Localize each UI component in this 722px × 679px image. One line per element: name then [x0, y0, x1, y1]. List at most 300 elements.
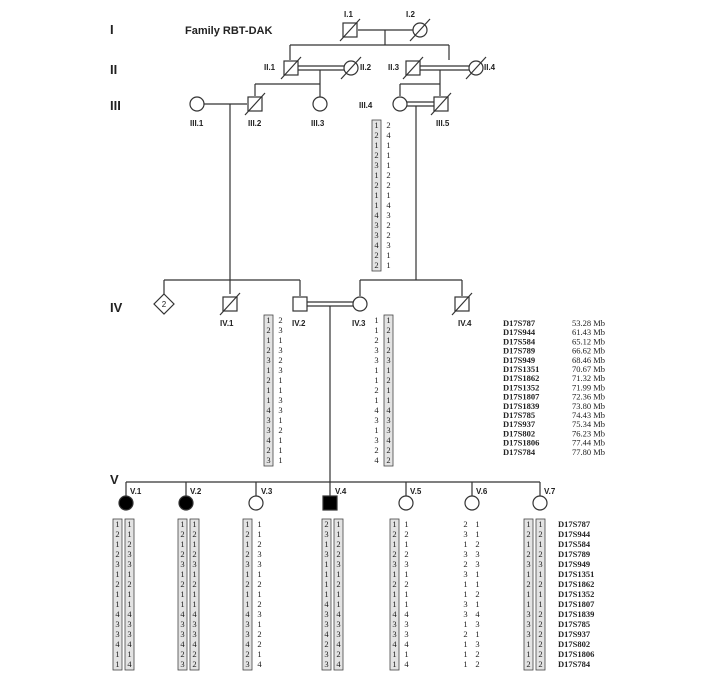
haplotype-columns — [113, 120, 545, 670]
marker-position: 72.36 Mb — [572, 391, 606, 402]
marker-position: 73.80 Mb — [572, 400, 606, 411]
marker-name: D17S802 — [558, 639, 591, 649]
allele-value: 4 — [245, 639, 250, 649]
allele-value: 3 — [404, 559, 409, 569]
allele-value: 1 — [475, 569, 480, 579]
marker-name: D17S937 — [558, 629, 591, 639]
allele-value: 3 — [324, 649, 329, 659]
allele-value: 2 — [475, 539, 480, 549]
allele-value: 1 — [392, 519, 397, 529]
allele-value: 3 — [278, 395, 283, 405]
allele-value: 1 — [336, 529, 341, 539]
allele-value: 4 — [392, 609, 397, 619]
allele-value: 1 — [278, 385, 283, 395]
allele-value: 2 — [386, 120, 391, 130]
marker-position: 61.43 Mb — [572, 327, 606, 338]
allele-value: 1 — [245, 519, 250, 529]
allele-value: 4 — [115, 609, 120, 619]
allele-value: 2 — [245, 649, 250, 659]
allele-value: 2 — [180, 649, 185, 659]
allele-value: 2 — [192, 649, 197, 659]
allele-value: 3 — [526, 609, 531, 619]
allele-value: 3 — [463, 569, 468, 579]
allele-value: 4 — [115, 639, 120, 649]
allele-value: 2 — [526, 549, 531, 559]
individual-label: IV.3 — [352, 319, 366, 328]
allele-value: 4 — [266, 435, 271, 445]
marker-name: D17S1806 — [503, 437, 540, 448]
allele-value: 1 — [245, 539, 250, 549]
allele-value: 1 — [257, 649, 262, 659]
allele-value: 1 — [192, 599, 197, 609]
allele-value: 3 — [374, 435, 379, 445]
allele-value: 1 — [463, 589, 468, 599]
allele-value: 1 — [538, 519, 543, 529]
allele-value: 2 — [127, 539, 132, 549]
allele-value: 4 — [192, 639, 197, 649]
allele-value: 2 — [538, 629, 543, 639]
allele-value: 2 — [374, 250, 379, 260]
allele-value: 1 — [386, 160, 391, 170]
allele-value: 1 — [392, 649, 397, 659]
individual-label: V.7 — [544, 487, 556, 496]
allele-value: 2 — [475, 659, 480, 669]
allele-value: 3 — [392, 629, 397, 639]
allele-value: 1 — [127, 529, 132, 539]
individual-label: III.4 — [359, 101, 373, 110]
allele-value: 1 — [257, 569, 262, 579]
pedigree-symbols — [119, 19, 547, 510]
allele-value: 3 — [180, 619, 185, 629]
allele-value: 3 — [526, 559, 531, 569]
allele-value: 1 — [245, 599, 250, 609]
marker-name: D17S784 — [503, 446, 536, 457]
individual-label: II.4 — [484, 63, 496, 72]
allele-value: 2 — [386, 445, 391, 455]
allele-value: 3 — [278, 345, 283, 355]
allele-value: 3 — [386, 210, 391, 220]
allele-value: 1 — [278, 455, 283, 465]
allele-value: 1 — [526, 519, 531, 529]
allele-value: 1 — [463, 649, 468, 659]
allele-value: 2 — [392, 529, 397, 539]
allele-value: 4 — [180, 639, 185, 649]
allele-value: 4 — [374, 240, 379, 250]
allele-value: 2 — [192, 529, 197, 539]
allele-value: 2 — [266, 375, 271, 385]
allele-value: 3 — [374, 415, 379, 425]
individual-label: II.3 — [388, 63, 400, 72]
marker-name: D17S949 — [558, 559, 591, 569]
family-title: Family RBT-DAK — [185, 25, 273, 37]
allele-value: 2 — [392, 579, 397, 589]
allele-value: 3 — [266, 425, 271, 435]
allele-value: 2 — [374, 150, 379, 160]
allele-value: 1 — [115, 589, 120, 599]
allele-value: 1 — [404, 649, 409, 659]
allele-value: 4 — [374, 405, 379, 415]
allele-value: 2 — [278, 425, 283, 435]
allele-value: 3 — [245, 659, 250, 669]
allele-value: 1 — [115, 659, 120, 669]
allele-value: 4 — [180, 609, 185, 619]
female-symbol — [399, 496, 413, 510]
allele-value: 1 — [266, 395, 271, 405]
affected-female-symbol — [179, 496, 193, 510]
allele-value: 3 — [245, 619, 250, 629]
allele-value: 1 — [278, 335, 283, 345]
allele-value: 3 — [475, 559, 480, 569]
marker-name: D17S1807 — [558, 599, 595, 609]
allele-value: 3 — [324, 549, 329, 559]
marker-name: D17S785 — [558, 619, 591, 629]
allele-value: 1 — [374, 200, 379, 210]
allele-value: 1 — [475, 519, 480, 529]
allele-value: 3 — [475, 639, 480, 649]
allele-value: 2 — [374, 385, 379, 395]
allele-value: 2 — [266, 345, 271, 355]
allele-value: 1 — [526, 639, 531, 649]
allele-value: 2 — [386, 170, 391, 180]
allele-value: 2 — [463, 559, 468, 569]
allele-value: 1 — [266, 315, 271, 325]
allele-value: 2 — [404, 529, 409, 539]
allele-value: 1 — [475, 629, 480, 639]
allele-value: 3 — [278, 405, 283, 415]
marker-name: D17S787 — [558, 519, 591, 529]
allele-value: 1 — [374, 395, 379, 405]
allele-value: 4 — [257, 659, 262, 669]
allele-value: 3 — [115, 619, 120, 629]
generation-label-3: III — [110, 98, 121, 113]
allele-value: 4 — [392, 639, 397, 649]
marker-name: D17S785 — [503, 410, 536, 420]
affected-male-symbol — [323, 496, 337, 510]
allele-value: 1 — [526, 589, 531, 599]
affected-female-symbol — [119, 496, 133, 510]
allele-value: 3 — [324, 619, 329, 629]
allele-value: 1 — [374, 120, 379, 130]
female-symbol — [393, 97, 407, 111]
allele-value: 2 — [386, 455, 391, 465]
marker-position: 71.32 Mb — [572, 373, 606, 384]
allele-value: 1 — [127, 589, 132, 599]
allele-value: 2 — [526, 579, 531, 589]
allele-value: 3 — [374, 160, 379, 170]
allele-value: 1 — [324, 589, 329, 599]
allele-value: 3 — [336, 559, 341, 569]
allele-value: 4 — [336, 659, 341, 669]
allele-value: 4 — [404, 639, 409, 649]
generation-label-2: II — [110, 62, 118, 77]
allele-value: 1 — [257, 589, 262, 599]
allele-value: 2 — [386, 180, 391, 190]
marker-name: D17S1862 — [503, 373, 540, 384]
marker-name: D17S802 — [503, 428, 536, 439]
allele-value: 4 — [404, 609, 409, 619]
allele-value: 3 — [257, 559, 262, 569]
allele-value: 1 — [257, 529, 262, 539]
allele-value: 2 — [538, 619, 543, 629]
marker-name: D17S1352 — [503, 382, 540, 393]
allele-value: 3 — [115, 629, 120, 639]
allele-value: 2 — [180, 549, 185, 559]
allele-value: 1 — [386, 150, 391, 160]
allele-value: 2 — [245, 579, 250, 589]
allele-value: 1 — [324, 539, 329, 549]
allele-value: 3 — [278, 365, 283, 375]
allele-value: 2 — [526, 529, 531, 539]
allele-value: 1 — [336, 589, 341, 599]
allele-value: 1 — [386, 395, 391, 405]
allele-value: 1 — [526, 539, 531, 549]
allele-value: 1 — [324, 559, 329, 569]
allele-value: 2 — [245, 529, 250, 539]
allele-value: 1 — [266, 335, 271, 345]
allele-value: 4 — [374, 455, 379, 465]
allele-value: 1 — [404, 569, 409, 579]
marker-name: D17S787 — [503, 318, 536, 328]
allele-value: 2 — [374, 445, 379, 455]
generation-label-4: IV — [110, 300, 123, 315]
individual-label: II.1 — [264, 63, 276, 72]
marker-name: D17S1807 — [503, 391, 540, 402]
allele-value: 1 — [245, 589, 250, 599]
allele-value: 2 — [336, 539, 341, 549]
allele-value: 3 — [386, 415, 391, 425]
marker-name: D17S784 — [558, 659, 591, 669]
allele-value: 2 — [538, 639, 543, 649]
allele-value: 3 — [336, 629, 341, 639]
marker-position: 76.23 Mb — [572, 428, 606, 439]
allele-value: 3 — [374, 220, 379, 230]
individual-label: IV.1 — [220, 319, 234, 328]
marker-name: D17S1862 — [558, 579, 595, 589]
individual-label: III.1 — [190, 119, 204, 128]
allele-value: 4 — [127, 609, 132, 619]
marker-position: 75.34 Mb — [572, 419, 606, 430]
allele-value: 2 — [463, 629, 468, 639]
allele-value: 1 — [526, 649, 531, 659]
allele-value: 4 — [192, 609, 197, 619]
allele-value: 1 — [192, 539, 197, 549]
allele-value: 2 — [180, 529, 185, 539]
allele-value: 3 — [127, 559, 132, 569]
allele-value: 1 — [374, 170, 379, 180]
allele-value: 3 — [526, 629, 531, 639]
female-symbol — [465, 496, 479, 510]
allele-value: 4 — [324, 599, 329, 609]
allele-value: 3 — [386, 425, 391, 435]
allele-value: 1 — [386, 190, 391, 200]
allele-value: 1 — [526, 599, 531, 609]
allele-value: 1 — [374, 375, 379, 385]
allele-value: 4 — [324, 629, 329, 639]
marker-name: D17S789 — [558, 549, 591, 559]
allele-value: 1 — [538, 539, 543, 549]
allele-value: 1 — [115, 649, 120, 659]
allele-value: 1 — [386, 260, 391, 270]
allele-value: 1 — [324, 579, 329, 589]
allele-value: 3 — [538, 559, 543, 569]
marker-name: D17S1839 — [558, 609, 595, 619]
marker-name: D17S937 — [503, 419, 536, 430]
allele-value: 1 — [392, 599, 397, 609]
allele-value: 2 — [257, 629, 262, 639]
marker-name: D17S584 — [558, 539, 591, 549]
allele-value: 3 — [266, 355, 271, 365]
allele-value: 3 — [127, 549, 132, 559]
allele-value: 1 — [336, 569, 341, 579]
allele-value: 3 — [463, 599, 468, 609]
allele-value: 3 — [324, 659, 329, 669]
allele-value: 3 — [463, 549, 468, 559]
allele-value: 2 — [374, 130, 379, 140]
allele-value: 1 — [127, 649, 132, 659]
allele-value: 2 — [475, 589, 480, 599]
allele-value: 2 — [336, 579, 341, 589]
allele-value: 2 — [180, 579, 185, 589]
allele-value: 4 — [386, 200, 391, 210]
allele-value: 1 — [127, 599, 132, 609]
allele-value: 2 — [192, 579, 197, 589]
allele-value: 2 — [538, 549, 543, 559]
allele-value: 1 — [374, 190, 379, 200]
female-symbol — [249, 496, 263, 510]
allele-value: 1 — [386, 250, 391, 260]
allele-value: 3 — [257, 609, 262, 619]
allele-value: 1 — [463, 539, 468, 549]
allele-value: 2 — [266, 445, 271, 455]
allele-value: 1 — [192, 569, 197, 579]
allele-value: 1 — [245, 569, 250, 579]
allele-value: 1 — [404, 539, 409, 549]
allele-value: 1 — [475, 599, 480, 609]
allele-value: 1 — [374, 365, 379, 375]
allele-value: 1 — [475, 579, 480, 589]
allele-value: 3 — [180, 659, 185, 669]
allele-value: 1 — [180, 599, 185, 609]
allele-value: 3 — [386, 355, 391, 365]
female-symbol — [533, 496, 547, 510]
allele-value: 4 — [266, 405, 271, 415]
allele-value: 1 — [374, 425, 379, 435]
allele-value: 2 — [386, 375, 391, 385]
allele-value: 1 — [115, 539, 120, 549]
allele-value: 2 — [278, 315, 283, 325]
allele-value: 3 — [374, 345, 379, 355]
allele-value: 4 — [374, 210, 379, 220]
allele-value: 3 — [526, 619, 531, 629]
allele-value: 2 — [336, 649, 341, 659]
allele-value: 4 — [245, 609, 250, 619]
allele-value: 2 — [115, 579, 120, 589]
allele-value: 1 — [180, 569, 185, 579]
marker-name: D17S944 — [503, 327, 536, 338]
marker-name: D17S789 — [503, 345, 536, 356]
allele-value: 3 — [336, 619, 341, 629]
allele-value: 3 — [324, 529, 329, 539]
allele-value: 4 — [127, 659, 132, 669]
individual-label: III.2 — [248, 119, 262, 128]
generation-label-5: V — [110, 472, 119, 487]
allele-value: 2 — [127, 579, 132, 589]
allele-value: 1 — [463, 659, 468, 669]
marker-legend-right — [558, 519, 595, 669]
marker-position: 74.43 Mb — [572, 410, 606, 420]
allele-value: 2 — [257, 539, 262, 549]
individual-label: V.2 — [190, 487, 202, 496]
allele-value: 2 — [336, 549, 341, 559]
allele-value: 3 — [192, 629, 197, 639]
allele-value: 1 — [127, 519, 132, 529]
sibship-count: 2 — [161, 300, 167, 309]
marker-name: D17S1351 — [503, 364, 540, 374]
allele-value: 2 — [386, 325, 391, 335]
allele-value: 3 — [192, 559, 197, 569]
allele-value: 2 — [538, 579, 543, 589]
allele-value: 1 — [392, 589, 397, 599]
individual-label: I.1 — [344, 10, 353, 19]
allele-value: 2 — [538, 649, 543, 659]
marker-name: D17S1839 — [503, 400, 540, 411]
allele-value: 1 — [278, 375, 283, 385]
individual-label: V.4 — [335, 487, 347, 496]
generation-label-1: I — [110, 22, 114, 37]
allele-value: 3 — [245, 559, 250, 569]
allele-value: 3 — [180, 559, 185, 569]
allele-value: 3 — [245, 629, 250, 639]
allele-value: 1 — [374, 325, 379, 335]
allele-value: 1 — [278, 415, 283, 425]
allele-value: 1 — [115, 569, 120, 579]
allele-value: 2 — [278, 355, 283, 365]
allele-value: 2 — [526, 659, 531, 669]
allele-value: 1 — [463, 619, 468, 629]
allele-value: 2 — [257, 599, 262, 609]
marker-name: D17S944 — [558, 529, 591, 539]
allele-value: 1 — [374, 140, 379, 150]
allele-value: 1 — [266, 365, 271, 375]
allele-value: 3 — [463, 609, 468, 619]
allele-value: 4 — [386, 130, 391, 140]
allele-value: 2 — [386, 345, 391, 355]
allele-value: 2 — [245, 549, 250, 559]
individual-label: V.3 — [261, 487, 273, 496]
marker-position: 71.99 Mb — [572, 382, 606, 393]
allele-value: 1 — [392, 539, 397, 549]
allele-value: 3 — [127, 629, 132, 639]
allele-value: 1 — [336, 599, 341, 609]
allele-value: 1 — [538, 599, 543, 609]
allele-value: 1 — [463, 579, 468, 589]
allele-value: 2 — [386, 220, 391, 230]
allele-value: 4 — [336, 639, 341, 649]
individual-label: III.5 — [436, 119, 450, 128]
allele-value: 2 — [266, 325, 271, 335]
allele-value: 3 — [192, 619, 197, 629]
allele-value: 2 — [192, 659, 197, 669]
individual-label: II.2 — [360, 63, 372, 72]
allele-value: 4 — [404, 659, 409, 669]
allele-value: 2 — [192, 549, 197, 559]
individual-label: IV.4 — [458, 319, 472, 328]
allele-value: 2 — [257, 639, 262, 649]
female-symbol — [353, 297, 367, 311]
allele-value: 3 — [386, 240, 391, 250]
allele-value: 2 — [538, 529, 543, 539]
marker-name: D17S1351 — [558, 569, 595, 579]
